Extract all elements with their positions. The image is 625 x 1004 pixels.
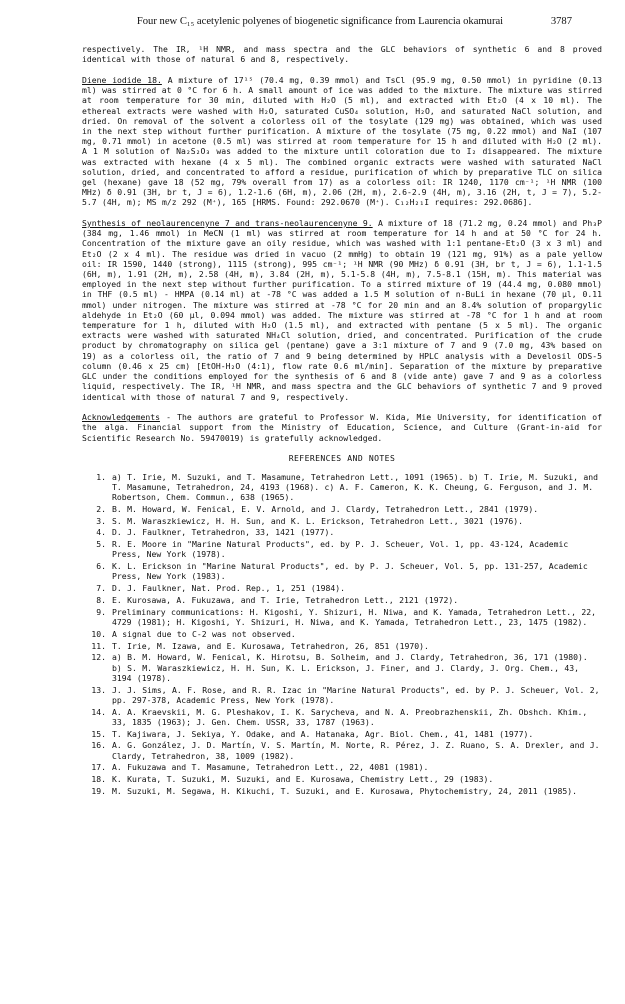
page-number: 3787 <box>550 16 572 27</box>
article-body <box>82 44 602 798</box>
reference-item <box>82 707 602 727</box>
reference-number: 13. <box>91 684 106 695</box>
reference-text: D. J. Faulkner, Tetrahedron, 33, 1421 (1977). <box>112 527 335 538</box>
reference-number: 14. <box>91 706 106 717</box>
reference-item <box>82 472 602 503</box>
reference-text: T. Irie, M. Izawa, and E. Kurosawa, Tetrahedron, 26, 851 (1970). <box>112 640 429 651</box>
reference-item <box>82 652 602 683</box>
reference-item <box>82 685 602 705</box>
reference-number: 4. <box>96 527 106 538</box>
reference-text: A. A. Kraevskii, M. G. Pleshakov, I. K. Sarycheva, and N. A. Preobrazhenskii, Zh. Obshch. Khim., 33, 1835 (1963); J. Gen. Chem. USSR, 33, 1787 (1963). <box>112 706 588 727</box>
references-title: REFERENCES AND NOTES <box>288 453 396 464</box>
reference-number: 16. <box>91 740 106 751</box>
reference-number: 1. <box>96 471 106 482</box>
reference-item <box>82 595 602 605</box>
paragraph-diene-iodide <box>82 75 602 208</box>
reference-item <box>82 561 602 581</box>
reference-text: a) T. Irie, M. Suzuki, and T. Masamune, Tetrahedron Lett., 1091 (1965). b) T. Irie, M. Suzuki, and T. Masamune, Tetrahedron, 24, 4193 (1968). c) A. F. Cameron, K. K. Cheung, G. Ferguson, and J. M. Robertson, Chem. Commun., 638 (1965). <box>112 471 599 502</box>
reference-number: 2. <box>96 503 106 514</box>
reference-text: T. Kajiwara, J. Sekiya, Y. Odake, and A. Hatanaka, Agr. Biol. Chem., 41, 1481 (1977). <box>112 728 534 739</box>
paragraph-acknowledgements <box>82 412 602 443</box>
paragraph-text: - The authors are grateful to Professor W. Kida, Mie University, for identification of the alga. Financial support from the Ministry of Education, Science, and Culture (Grant-in-aid for Scientific Research No. 59470019) is gratefully acknowledged. <box>82 412 602 443</box>
reference-item <box>82 729 602 739</box>
reference-text: Preliminary communications: H. Kigoshi, Y. Shizuri, H. Niwa, and K. Yamada, Tetrahedron Lett., 22, 4729 (1981); H. Kigoshi, Y. Shizuri, H. Niwa, and K. Yamada, Tetrahedron Lett., 23, 1475 (1982). <box>112 606 597 627</box>
reference-text: M. Suzuki, M. Segawa, H. Kikuchi, T. Suzuki, and E. Kurosawa, Phytochemistry, 24, 2011 (1985). <box>112 785 578 796</box>
section-heading: Acknowledgements <box>82 412 160 423</box>
paragraph-text: respectively. The IR, ¹H NMR, and mass spectra and the GLC behaviors of synthetic 6 and 8 proved identical with those of natural 6 and 8, respectively. <box>82 44 602 65</box>
reference-text: J. J. Sims, A. F. Rose, and R. R. Izac in "Marine Natural Products", ed. by P. J. Scheuer, Vol. 2, pp. 297-378, Academic Press, New York (1978). <box>112 684 600 705</box>
reference-text: S. M. Waraszkiewicz, H. H. Sun, and K. L. Erickson, Tetrahedron Lett., 3021 (1976). <box>112 515 523 526</box>
section-heading: Diene iodide 18. <box>82 74 162 85</box>
reference-number: 12. <box>91 652 106 663</box>
reference-item <box>82 527 602 537</box>
reference-text: K. Kurata, T. Suzuki, M. Suzuki, and E. Kurosawa, Chemistry Lett., 29 (1983). <box>112 774 494 785</box>
reference-number: 19. <box>91 785 106 796</box>
paragraph-text: A mixture of 18 (71.2 mg, 0.24 mmol) and Ph₃P (384 mg, 1.46 mmol) in MeCN (1 ml) was stirred at room temperature for 14 h and at 50 °C for 24 h. Concentration of the mixture gave an oily residue, which was washed with 1:1 pentane-Et₂O (3 x 3 ml) and Et₂O (2 x 4 ml). The residue was dried in vacuo (2 mmHg) to obtain 19 (121 mg, 91%) as a pale yellow oil: IR 1590, 1440 (strong), 1115 (strong), 995 cm⁻¹; ¹H NMR (90 MHz) δ 0.91 (3H, br t, J = 6), 1.1-1.5 (6H, m), 1.91 (2H, m), 2.58 (4H, m), 3.84 (2H, m), 5.1-5.8 (4H, m), 7.5-8.1 (15H, m). This material was employed in the next step without further purification. To a stirred mixture of 19 (44.4 mg, 0.080 mmol) in THF (0.5 ml) - HMPA (0.14 ml) at -78 °C was added a 1.5 M solution of n-BuLi in hexane (70 μl, 0.11 mmol) under nitrogen. The mixture was stirred at -78 °C for 20 min and an 8.4% solution of propargylic aldehyde in Et₂O (60 μl, 0.094 mmol) was added. The mixture was stirred at -78 °C for 1 h and at room temperature for 1 h, diluted with H₂O (1.5 ml), and extracted with pentane (5 x 5 ml). The organic extracts were washed with saturated NH₄Cl solution, dried, and concentrated. Purification of the crude product by chromatography on silica gel (pentane) gave a 3:1 mixture of 7 and 9 (7.0 mg, 43% based on 19) as a colorless oil, the ratio of 7 and 9 being determined by HPLC analysis with a Develosil ODS-5 column (0.46 x 25 cm) [EtOH-H₂O (4:1), flow rate 0.6 ml/min]. Separation of the mixture by preparative GLC under the conditions employed for the synthesis of 6 and 8 (vide ante) gave 7 and 9 as a colorless liquid, respectively. The IR, ¹H NMR, and mass spectra and the GLC behaviors of synthetic 7 and 9 proved identical with those of natural 7 and 9, respectively. <box>82 218 603 402</box>
reference-item <box>82 607 602 627</box>
reference-number: 15. <box>91 728 106 739</box>
reference-item <box>82 774 602 784</box>
reference-text: R. E. Moore in "Marine Natural Products", ed. by P. J. Scheuer, Vol. 1, pp. 43-124, Academic Press, New York (1978). <box>112 539 569 560</box>
reference-number: 3. <box>96 515 106 526</box>
reference-number: 9. <box>96 606 106 617</box>
paragraph-continuation <box>82 44 602 64</box>
reference-item <box>82 740 602 760</box>
reference-item <box>82 629 602 639</box>
reference-number: 7. <box>96 583 106 594</box>
reference-item <box>82 641 602 651</box>
reference-text: A. Fukuzawa and T. Masamune, Tetrahedron Lett., 22, 4081 (1981). <box>112 762 429 773</box>
reference-text: D. J. Faulkner, Nat. Prod. Rep., 1, 251 (1984). <box>112 583 346 594</box>
reference-number: 17. <box>91 762 106 773</box>
reference-item <box>82 516 602 526</box>
reference-text: B. M. Howard, W. Fenical, E. V. Arnold, and J. Clardy, Tetrahedron Lett., 2841 (1979). <box>112 503 539 514</box>
reference-number: 5. <box>96 539 106 550</box>
reference-item <box>82 539 602 559</box>
reference-item <box>82 786 602 796</box>
reference-number: 11. <box>91 640 106 651</box>
reference-number: 6. <box>96 561 106 572</box>
reference-text: A. G. González, J. D. Martín, V. S. Martín, M. Norte, R. Pérez, J. Z. Ruano, S. A. Drexler, and J. Clardy, Tetrahedron, 38, 1009 (1982). <box>112 740 600 761</box>
section-heading: Synthesis of neolaurencenyne 7 and trans-neolaurencenyne 9. <box>82 218 373 229</box>
reference-text: K. L. Erickson in "Marine Natural Products", ed. by P. J. Scheuer, Vol. 5, pp. 131-257, Academic Press, New York (1983). <box>112 561 588 582</box>
reference-text: A signal due to C-2 was not observed. <box>112 628 296 639</box>
reference-item <box>82 504 602 514</box>
paragraph-text: A mixture of 17¹⁵ (70.4 mg, 0.39 mmol) and TsCl (95.9 mg, 0.50 mmol) in pyridine (0.13 ml) was stirred at 0 °C for 6 h. A small amount of ice was added to the mixture. The mixture was stirred at room temperature for 30 min, diluted with H₂O (5 ml), and extracted with Et₂O (4 x 10 ml). The ethereal extracts were washed with H₂O, saturated CuSO₄ solution, H₂O, and saturated NaCl solution, and dried. On removal of the solvent a colorless oil of the tosylate (129 mg) was obtained, which was used in the next step without further purification. A mixture of the tosylate (75 mg, 0.22 mmol) and NaI (107 mg, 0.71 mmol) in acetone (0.5 ml) was stirred at room temperature for 15 h and diluted with H₂O (2 ml). A 1 M solution of Na₂S₂O₃ was added to the mixture until coloration due to I₂ disappeared. The mixture was extracted with hexane (4 x 5 ml). The combined organic extracts were washed with saturated NaCl solution, dried, and concentrated to afford a residue, purification of which by preparative TLC on silica gel (hexane) gave 18 (52 mg, 79% overall from 17) as a colorless oil: IR 1240, 1170 cm⁻¹; ¹H NMR (100 MHz) δ 0.91 (3H, br t, J = 6), 1.2-1.6 (6H, m), 2.06 (2H, m), 2.6-2.9 (4H, m), 3.16 (2H, t, J = 7), 5.2-5.7 (4H, m); MS m/z 292 (M⁺), 165 [HRMS. Found: 292.0670 (M⁺). C₁₂H₂₁I requires: 292.0686]. <box>82 74 602 208</box>
reference-item <box>82 583 602 593</box>
reference-text: E. Kurosawa, A. Fukuzawa, and T. Irie, Tetrahedron Lett., 2121 (1972). <box>112 594 459 605</box>
reference-item <box>82 762 602 772</box>
reference-list <box>82 472 602 797</box>
reference-number: 8. <box>96 594 106 605</box>
running-title: Four new C₁₅ acetylenic polyenes of biogenetic significance from Laurencia okamurai <box>136 16 504 27</box>
reference-text: a) B. M. Howard, W. Fenical, K. Hirotsu, B. Solheim, and J. Clardy, Tetrahedron, 36, 171 (1980). b) S. M. Waraszkiewicz, H. H. Sun, K. L. Erickson, J. Finer, and J. Clardy, J. Org. Chem., 43, 3194 (1978). <box>112 652 588 683</box>
reference-number: 10. <box>91 628 106 639</box>
reference-number: 18. <box>91 774 106 785</box>
paragraph-synthesis <box>82 218 602 402</box>
